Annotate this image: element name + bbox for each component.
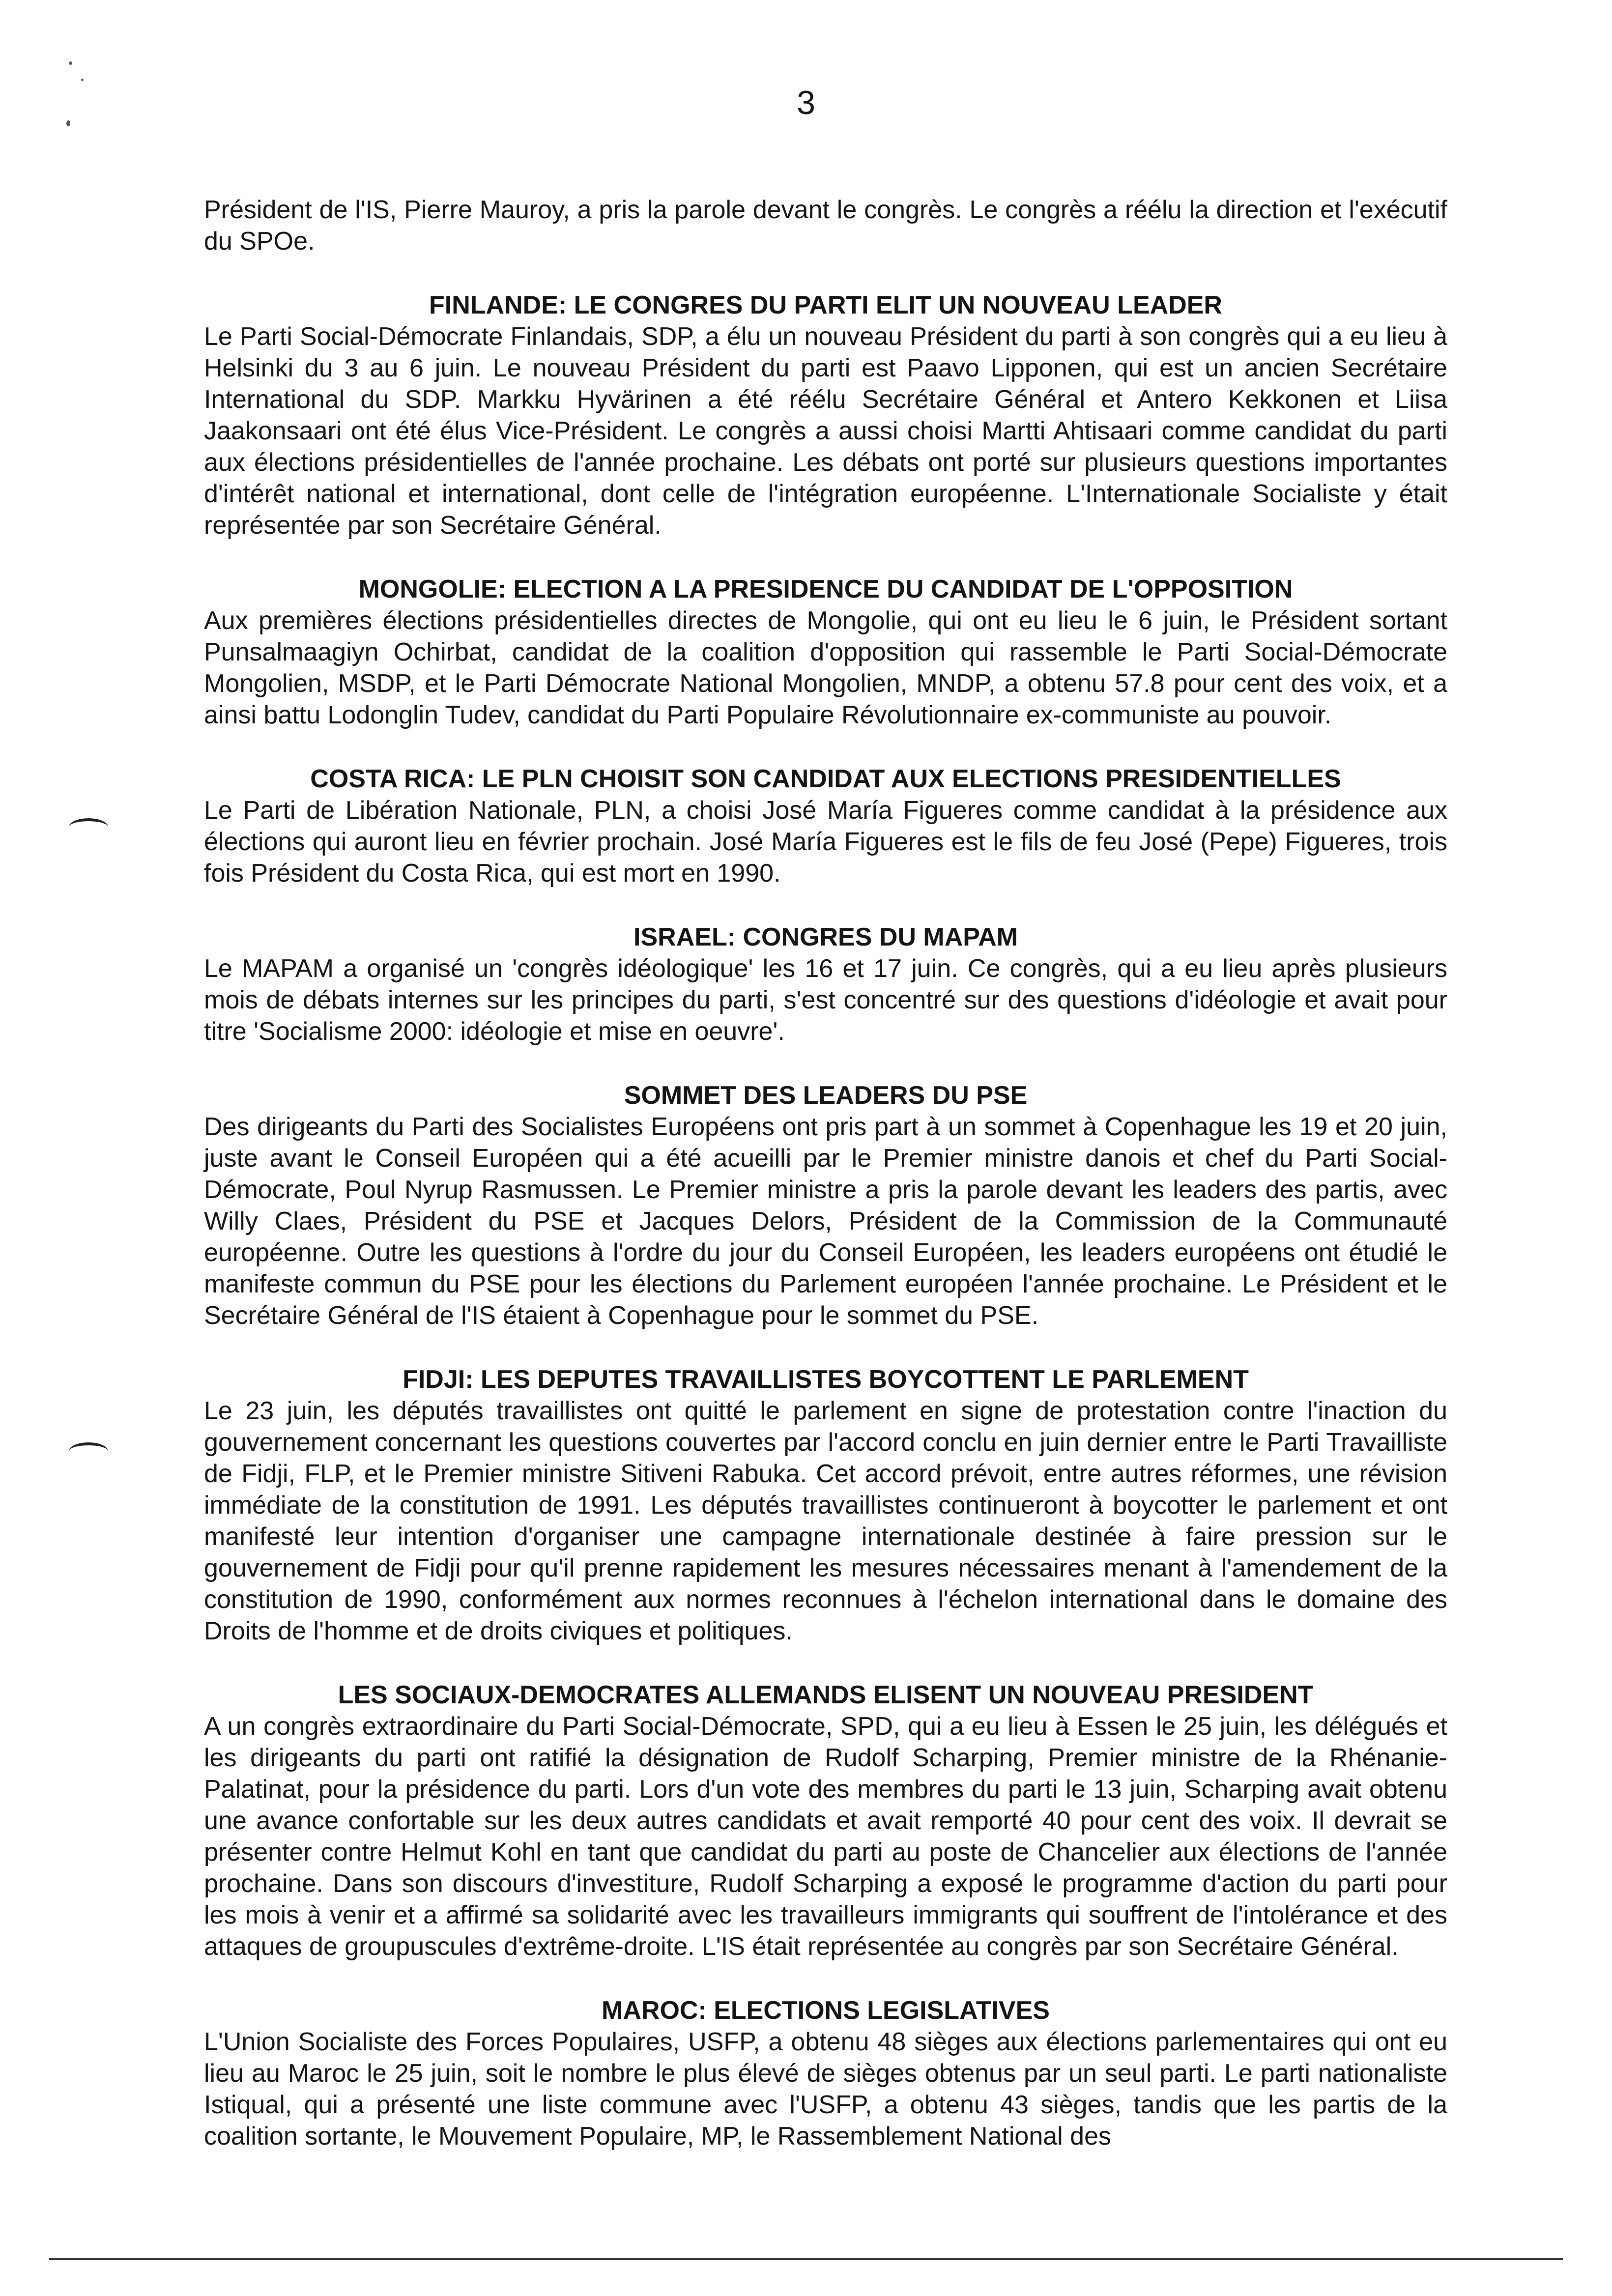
document-body [204,194,1447,2152]
section-body: Aux premières élections présidentielles directes de Mongolie, qui ont eu lieu le 6 juin, le Président sortant Punsalmaagiyn Ochirbat, candidat de la coalition d'opposition qui rassemble le Parti Social-Démocrate Mongolien, MSDP, et le Parti Démocrate National Mongolien, MNDP, a obtenu 57.8 pour cent des voix, et a ainsi battu Lodonglin Tudev, candidat du Parti Populaire Révolutionnaire ex-communiste au pouvoir. [204,606,1447,729]
section-finlande [204,289,1447,541]
section-heading: SOMMET DES LEADERS DU PSE [624,1081,1028,1110]
section-pse [204,1080,1447,1331]
section-maroc [204,1995,1447,2152]
section-body: Le Parti Social-Démocrate Finlandais, SDP, a élu un nouveau Président du parti à son congrès qui a eu lieu à Helsinki du 3 au 6 juin. Le nouveau Président du parti est Paavo Lipponen, qui est un ancien Secrétaire International du SDP. Markku Hyvärinen a été réélu Secrétaire Général et Antero Kekkonen et Liisa Jaakonsaari ont été élus Vice-Président. Le congrès a aussi choisi Martti Ahtisaari comme candidat du parti aux élections présidentielles de l'année prochaine. Les débats ont porté sur plusieurs questions importantes d'intérêt national et international, dont celle de l'intégration européenne. L'Internationale Socialiste y était représentée par son Secrétaire Général. [204,322,1447,540]
footer-rule [49,2258,1563,2260]
section-heading: LES SOCIAUX-DEMOCRATES ALLEMANDS ELISENT UN NOUVEAU PRESIDENT [338,1681,1314,1709]
section-mongolie [204,574,1447,731]
section-heading: FIDJI: LES DEPUTES TRAVAILLISTES BOYCOTTENT LE PARLEMENT [403,1365,1249,1394]
section-heading: MAROC: ELECTIONS LEGISLATIVES [602,1996,1050,2025]
section-heading: COSTA RICA: LE PLN CHOISIT SON CANDIDAT AUX ELECTIONS PRESIDENTIELLES [310,765,1341,793]
section-heading: FINLANDE: LE CONGRES DU PARTI ELIT UN NOUVEAU LEADER [429,291,1222,319]
section-allemagne [204,1679,1447,1962]
section-israel [204,921,1447,1047]
section-heading: ISRAEL: CONGRES DU MAPAM [633,923,1018,951]
section-body: Le Parti de Libération Nationale, PLN, a choisi José María Figueres comme candidat à la présidence aux élections qui auront lieu en février prochain. José María Figueres est le fils de feu José (Pepe) Figueres, trois fois Président du Costa Rica, qui est mort en 1990. [204,796,1447,888]
margin-mark [69,818,108,836]
section-body: L'Union Socialiste des Forces Populaires, USFP, a obtenu 48 sièges aux élections parlementaires qui ont eu lieu au Maroc le 25 juin, soit le nombre le plus élevé de sièges obtenus par un seul parti. Le parti nationaliste Istiqual, qui a présenté une liste commune avec l'USFP, a obtenu 43 sièges, tandis que les partis de la coalition sortante, le Mouvement Populaire, MP, le Rassemblement National des [204,2028,1447,2151]
section-heading: MONGOLIE: ELECTION A LA PRESIDENCE DU CANDIDAT DE L'OPPOSITION [358,575,1293,603]
scan-speck [69,61,72,65]
section-body: Le MAPAM a organisé un 'congrès idéologique' les 16 et 17 juin. Ce congrès, qui a eu lieu après plusieurs mois de débats internes sur les principes du parti, s'est concentré sur des questions d'idéologie et avait pour titre 'Socialisme 2000: idéologie et mise en oeuvre'. [204,954,1447,1046]
page-number: 3 [797,84,815,121]
scan-speck [81,79,84,81]
intro-paragraph: Président de l'IS, Pierre Mauroy, a pris la parole devant le congrès. Le congrès a réélu la direction et l'exécutif du SPOe. [204,196,1447,256]
section-body: Des dirigeants du Parti des Socialistes Européens ont pris part à un sommet à Copenhague les 19 et 20 juin, juste avant le Conseil Européen qui a été acueilli par le Premier ministre danois et chef du Parti Social-Démocrate, Poul Nyrup Rasmussen. Le Premier ministre a pris la parole devant les leaders des partis, avec Willy Claes, Président du PSE et Jacques Delors, Président de la Commission de la Communauté européenne. Outre les questions à l'ordre du jour du Conseil Européen, les leaders européens ont étudié le manifeste commun du PSE pour les élections du Parlement européen l'année prochaine. Le Président et le Secrétaire Général de l'IS étaient à Copenhague pour le sommet du PSE. [204,1113,1447,1330]
scan-speck [66,120,70,126]
section-costa-rica [204,763,1447,889]
margin-mark [69,1442,108,1460]
section-body: A un congrès extraordinaire du Parti Social-Démocrate, SPD, qui a eu lieu à Essen le 25 juin, les délégués et les dirigeants du parti ont ratifié la désignation de Rudolf Scharping, Premier ministre de la Rhénanie-Palatinat, pour la présidence du parti. Lors d'un vote des membres du parti le 13 juin, Scharping avait obtenu une avance confortable sur les deux autres candidats et avait remporté 40 pour cent des voix. Il devrait se présenter contre Helmut Kohl en tant que candidat du parti au poste de Chancelier aux élections de l'année prochaine. Dans son discours d'investiture, Rudolf Scharping a exposé le programme d'action du parti pour les mois à venir et a affirmé sa solidarité avec les travailleurs immigrants qui souffrent de l'intolérance et des attaques de groupuscules d'extrême-droite. L'IS était représentée au congrès par son Secrétaire Général. [204,1712,1447,1961]
section-fidji [204,1364,1447,1647]
section-body: Le 23 juin, les députés travaillistes ont quitté le parlement en signe de protestation contre l'inaction du gouvernement concernant les questions couvertes par l'accord conclu en juin dernier entre le Parti Travailliste de Fidji, FLP, et le Premier ministre Sitiveni Rabuka. Cet accord prévoit, entre autres réformes, une révision immédiate de la constitution de 1991. Les députés travaillistes continueront à boycotter le parlement et ont manifesté leur intention d'organiser une campagne internationale destinée à faire pression sur le gouvernement de Fidji pour qu'il prenne rapidement les mesures nécessaires menant à l'amendement de la constitution de 1990, conformément aux normes reconnues à l'échelon international dans le domaine des Droits de l'homme et de droits civiques et politiques. [204,1397,1447,1645]
